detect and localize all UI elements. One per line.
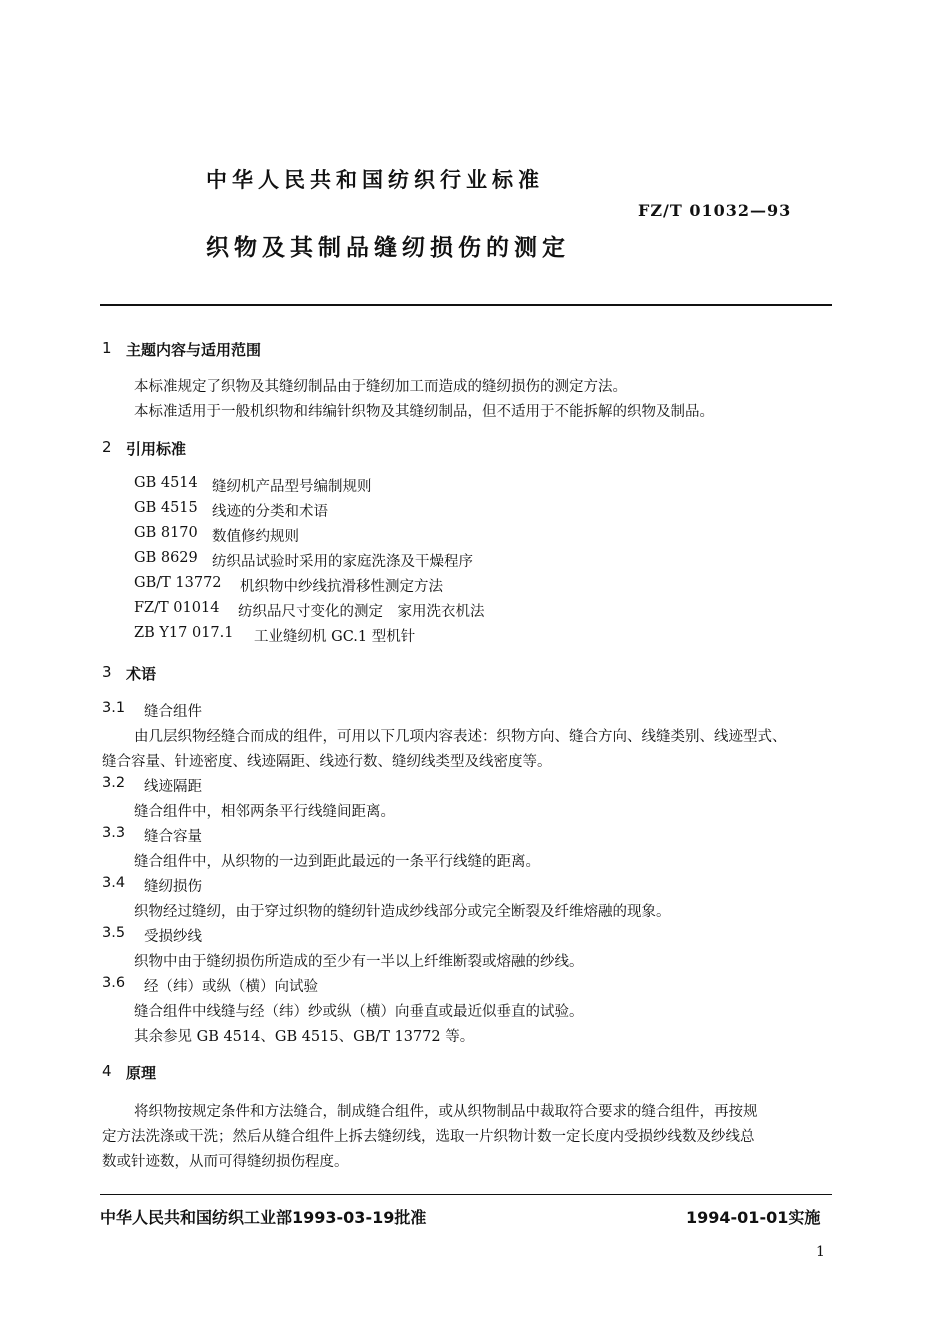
section-4-title: 原理 — [126, 1064, 157, 1082]
term-number: 3.3 — [102, 825, 126, 841]
section-2-number: 2 — [102, 438, 112, 456]
section-4-number: 4 — [102, 1062, 112, 1080]
reference-name: 机织物中纱线抗滑移性测定方法 — [240, 579, 443, 595]
term-number: 3.6 — [102, 975, 126, 991]
term-title: 缝合容量 — [144, 829, 202, 845]
page-number: 1 — [816, 1244, 825, 1260]
reference-code: ZB Y17 017.1 — [134, 625, 234, 641]
section-4-paragraph: 定方法洗涤或干洗；然后从缝合组件上拆去缝纫线，选取一片织物计数一定长度内受损纱线数及纱线总 — [102, 1129, 755, 1145]
section-1-number: 1 — [102, 339, 112, 357]
term-definition: 其余参见 GB 4514、GB 4515、GB/T 13772 等。 — [134, 1029, 475, 1045]
bottom-divider — [100, 1194, 832, 1195]
section-1-paragraph: 本标准规定了织物及其缝纫制品由于缝纫加工而造成的缝纫损伤的测定方法。 — [134, 379, 627, 395]
section-2-title: 引用标准 — [126, 440, 187, 458]
effective-date: 1994-01-01实施 — [686, 1208, 821, 1227]
term-title: 缝合组件 — [144, 704, 202, 720]
reference-name: 纺织品尺寸变化的测定 家用洗衣机法 — [238, 604, 485, 620]
term-title: 缝纫损伤 — [144, 879, 202, 895]
reference-code: GB 4514 — [134, 475, 198, 491]
section-4-paragraph: 将织物按规定条件和方法缝合，制成缝合组件，或从织物制品中裁取符合要求的缝合组件，再按规 — [134, 1104, 758, 1120]
reference-code: GB 4515 — [134, 500, 198, 516]
section-3-title: 术语 — [126, 665, 157, 683]
term-definition: 缝合容量、针迹密度、线迹隔距、线迹行数、缝纫线类型及线密度等。 — [102, 754, 552, 770]
term-definition: 缝合组件中线缝与经（纬）纱或纵（横）向垂直或最近似垂直的试验。 — [134, 1004, 584, 1020]
term-definition: 织物中由于缝纫损伤所造成的至少有一半以上纤维断裂或熔融的纱线。 — [134, 954, 584, 970]
top-divider — [100, 304, 832, 306]
reference-name: 数值修约规则 — [212, 529, 299, 545]
section-3-number: 3 — [102, 663, 112, 681]
term-title: 线迹隔距 — [144, 779, 202, 795]
term-title: 受损纱线 — [144, 929, 202, 945]
term-title: 经（纬）或纵（横）向试验 — [144, 979, 318, 995]
term-definition: 织物经过缝纫，由于穿过织物的缝纫针造成纱线部分或完全断裂及纤维熔融的现象。 — [134, 904, 671, 920]
reference-code: FZ/T 01014 — [134, 600, 220, 616]
reference-name: 缝纫机产品型号编制规则 — [212, 479, 372, 495]
approval-line: 中华人民共和国纺织工业部1993-03-19批准 — [100, 1208, 427, 1227]
section-1-title: 主题内容与适用范围 — [126, 341, 262, 359]
standard-code: FZ/T 01032—93 — [638, 201, 792, 220]
standard-title: 织物及其制品缝纫损伤的测定 — [206, 235, 570, 261]
term-number: 3.1 — [102, 700, 126, 716]
term-number: 3.4 — [102, 875, 126, 891]
reference-name: 纺织品试验时采用的家庭洗涤及干燥程序 — [212, 554, 473, 570]
term-definition: 缝合组件中，相邻两条平行线缝间距离。 — [134, 804, 395, 820]
term-definition: 缝合组件中，从织物的一边到距此最远的一条平行线缝的距离。 — [134, 854, 540, 870]
section-4-paragraph: 数或针迹数，从而可得缝纫损伤程度。 — [102, 1154, 349, 1170]
reference-name: 线迹的分类和术语 — [212, 504, 328, 520]
reference-name: 工业缝纫机 GC.1 型机针 — [254, 629, 416, 645]
org-title: 中华人民共和国纺织行业标准 — [206, 168, 544, 192]
section-1-paragraph: 本标准适用于一般机织物和纬编针织物及其缝纫制品，但不适用于不能拆解的织物及制品。 — [134, 404, 714, 420]
term-definition: 由几层织物经缝合而成的组件，可用以下几项内容表述：织物方向、缝合方向、线缝类别、线迹型式、 — [134, 729, 787, 745]
reference-code: GB/T 13772 — [134, 575, 222, 591]
reference-code: GB 8170 — [134, 525, 198, 541]
reference-code: GB 8629 — [134, 550, 198, 566]
term-number: 3.5 — [102, 925, 126, 941]
term-number: 3.2 — [102, 775, 126, 791]
